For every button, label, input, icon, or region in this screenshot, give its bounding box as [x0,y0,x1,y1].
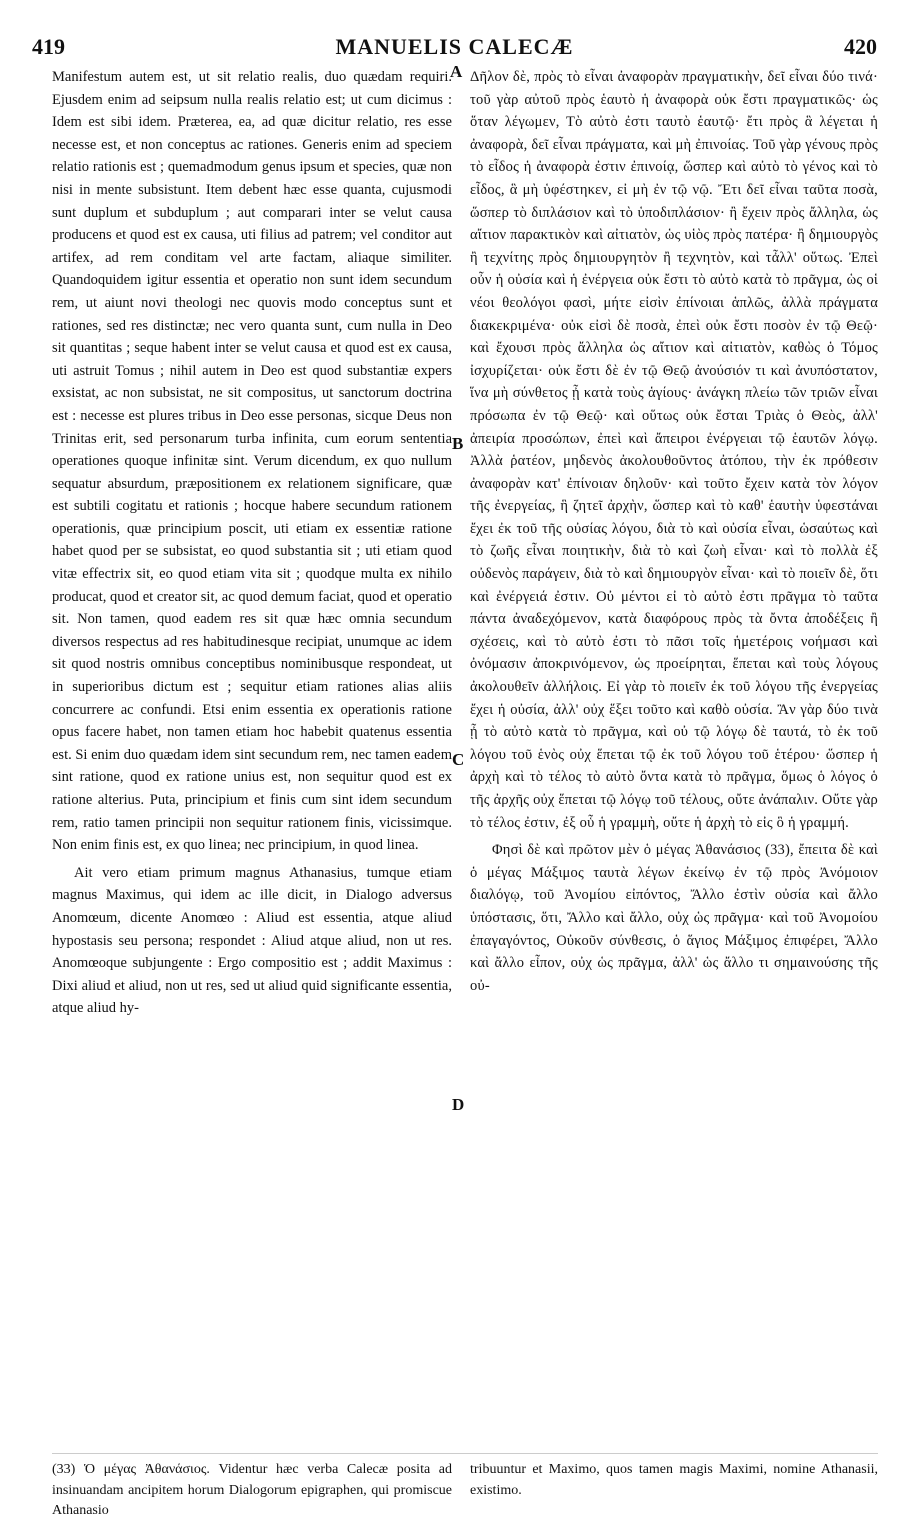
running-title: MANUELIS CALECÆ [335,34,574,59]
page-number-left: 419 [32,34,65,59]
section-marker-d: D [452,1095,465,1114]
latin-column [52,66,452,1438]
footnote-left: (33) Ὁ μέγας Ἀθανάσιος. Videntur hæc verba Calecæ posita ad insinuandam ancipitem horum Dialogorum epigraphen, qui promiscue Athanasio [52,1462,452,1518]
section-marker-a: A [450,62,463,81]
greek-paragraph-2: Φησὶ δὲ καὶ πρῶτον μὲν ὁ μέγας Ἀθανάσιος (33), ἔπειτα δὲ καὶ ὁ μέγας Μάξιμος ταυτὰ λέγων ἐκείνῳ ἐν τῷ πρὸς Ἀνόμοιον διαλόγῳ, τοῦ Ἀνομίου εἰπόντος, Ἄλλο ἐστὶν οὐσία καὶ ἄλλο ὑπόστασις, ὅτι, Ἄλλο καὶ ἄλλο, οὐχ ὡς πρᾶγμα· καὶ τοῦ Ἀνομοίου ἐπαγαγόντος, Οὐκοῦν σύνθεσις, ὁ ἅγιος Μάξιμος ἐπιφέρει, Ἄλλο καὶ ἄλλο εἶπον, οὐχ ὡς πρᾶγμα, ἀλλ' ὡς ἄλλο τι σημαινούσης τῆς οὐ- [470,842,878,994]
section-marker-c: C [452,750,465,769]
greek-paragraph-1: Δῆλον δὲ, πρὸς τὸ εἶναι ἀναφορὰν πραγματικὴν, δεῖ εἶναι δύο τινά· τοῦ γὰρ αὐτοῦ πρὸς ἑαυτὸ ἡ ἀναφορὰ οὐκ ἔστι πραγματικῶς· ὡς ὅταν λέγωμεν, Τὸ αὐτὸ ἐστι ταυτὸ ἑαυτῷ· ἔτι πρὸς ἃ λέγεται ἡ ἀναφορὰ, δεῖ εἶναι πράγματα, καὶ μὴ ἐπινοίας. Τοῦ γὰρ γένους πρὸς τὸ εἶδος ἡ ἀναφορὰ ἐστιν ἐπινοίᾳ, ὥσπερ καὶ αὐτὸ τὸ γένος καὶ τὸ εἶδος, ἃ μὴ ὑφέστηκεν, εἰ μὴ ἐν τῷ νῷ. Ἔτι δεῖ εἶναι ταῦτα ποσὰ, ὥσπερ τὸ διπλάσιον καὶ τὸ ὑποδιπλάσιον· ἢ ἔχειν πρὸς ἄλληλα, ὡς αἴτιον παρακτικὸν καὶ αἰτιατὸν, ὡς υἱὸς πρὸς πατέρα· ἢ δημιουργὸς ἢ τεχνίτης πρὸς δημιουργητὸν ἢ τεχνητὸν, καὶ τἆλλ' οὕτως. Ἐπεὶ οὖν ἡ οὐσία καὶ ἡ ἐνέργεια οὐκ ἔστι τὸ αὐτὸ κατὰ τὸ πρᾶγμα, ὡς οἱ νέοι θεολόγοι φασὶ, μήτε εἰσὶν ἐπίνοιαι ἁπλῶς, ἀλλὰ πράγματα διακεκριμένα· οὐκ εἰσὶ δὲ ποσὰ, ἐπεὶ οὐκ ἔστι ποσὸν ἐν τῷ Θεῷ· καὶ ἔχουσι πρὸς ἄλληλα ὡς αἴτιον καὶ αἰτιατὸν, καθὼς ὁ Τόμος ἰσχυρίζεται· οὐκ ἔστι δὲ ἐν τῷ Θεῷ ἀνούσιόν τι καὶ ἀνυπόστατον, ἵνα μὴ σύνθετος ᾖ κατὰ τοὺς ἁγίους· ἀνάγκη πλείω τῶν τριῶν εἶναι πρόσωπα ἐν τῷ Θεῷ· καὶ οὕτως οὐκ ἔσται Τριὰς ὁ Θεὸς, ἀλλ' ἀπειρία προσώπων, ἐπεὶ καὶ ἄπειροι ἐνέργειαι τῷ ἑαυτῶν λόγῳ. Ἀλλὰ ῥατέον, μηδενὸς ἀκολουθοῦντος ἀτόπου, τὴν ἐκ πρόθεσιν ἀναφορὰν κατ' ἐπίνοιαν δηλοῦν· καὶ τοῦτο ἔχειν κατὰ τὸν λόγον τῆς ἐνεργείας, ἣ ζητεῖ ἀρχὴν, ὥσπερ καὶ τὸ καθ' ἑαυτὴν ὑφεστάναι ἔχει ἐκ τοῦ τῆς οὐσίας λόγου, διὰ τὸ καὶ οὐσία εἶναι, ὡσαύτως καὶ τὸ ζωῆς εἶναι ποιητικὴν, διὰ τὸ καὶ ζωὴ εἶναι· καὶ τὸ πολλὰ ἐξ οὐδενὸς παράγειν, διὰ τὸ καὶ δημιουργὸν εἶναι· καὶ τὸ ποιεῖν δὲ, ὅτι καὶ ἐνέργειά ἐστιν. Οὐ μέντοι εἰ τὸ αὐτὸ ἐστι πρᾶγμα τὸ ταῦτα πάντα ἀναδεχόμενον, κατὰ διαφόρους πρὸς τὰ ὄντα ἀποδέξεις ἢ σχέσεις, καὶ τὸ αὐτὸ ἐστι τὸ πᾶσι τοῖς ἡμετέροις νοήμασι καὶ ὀνόμασιν ἀποκρινόμενον, ὡς προείρηται, ἕπεται καὶ τοὺς λόγους ἀκολουθεῖν ἀλλήλοις. Εἰ γὰρ τὸ ποιεῖν ἐκ τοῦ λόγου τῆς ἐνεργείας ἔχει ἡ οὐσία, ἀλλ' οὐχ ἕξει τοῦτο καὶ καθὸ οὐσία. Ἂν γὰρ δύο τινὰ ᾖ τὸ αὐτὸ κατὰ τὸ πρᾶγμα, καὶ οὐ τῷ λόγῳ δὲ ταυτά, τὸ ἐκ τοῦ λόγου τοῦ ἑνὸς οὐχ ἕπεται τῷ ἐκ τοῦ λόγου τοῦ ἑτέρου· ὥσπερ ἡ ἀρχὴ καὶ τὸ τέλος τὸ αὐτὸ ὄντα κατὰ τὸ πρᾶγμα, ὅμως ὁ λόγος ὁ τῆς ἀρχῆς οὐχ ἕπεται τῷ λόγῳ τοῦ τέλους, οὔτε ἀνάπαλιν. Οὔτε γὰρ τὸ τέλος ἐστιν, ἐξ οὗ ἡ γραμμὴ, οὔτε ἡ ἀρχὴ τὸ εἰς ὃ ἡ γραμμή. [470,69,878,831]
running-head [32,34,877,64]
footnote-right: tribuuntur et Maximo, quos tamen magis Maximi, nomine Athanasii, existimo. [470,1462,878,1498]
latin-paragraph-2: Ait vero etiam primum magnus Athanasius, tumque etiam magnus Maximus, qui idem ac ille dicit, in Dialogo adversus Anomœum, dicente Anomœo : Aliud est essentia, atque aliud hypostasis seu persona; respondet : Aliud atque aliud, non ut res. Anomœoque subjungente : Ergo compositio est ; addit Maximus : Dixi aliud et aliud, non ut res, sed ut aliud quid significante essentia, atque aliud hy- [52,864,452,1017]
greek-column [470,66,878,1438]
footnote-rule [52,1453,878,1454]
latin-paragraph-1: Manifestum autem est, ut sit relatio realis, duo quædam requiri. Ejusdem enim ad seipsum nulla realis relatio est; ut cum dicimus : Idem est sibi idem. Præterea, ea, ad quæ dicitur relatio, res esse necesse est, et non conceptus ac rationes. Generis enim ad speciem relatio rationis est ; quemadmodum genus ipsum et species, quæ non nisi in mente subsistunt. Item debent hæc esse quanta, cujusmodi sunt duplum et subduplum ; aut comparari inter se velut causa producens et quod est ex causa, uti filius ad patrem; vel conditor aut artifex, ad rem conditam vel arte factam, aliaque similiter. Quandoquidem igitur essentia et operatio non sunt idem secundum rem, ut aiunt novi theologi nec quovis modo conceptus sunt et rationes, sed res distinctæ; nec vero quanta sunt, cum nulla in Deo sit quantitas ; seque habent inter se velut causa et quod est ex causa, uti astruit Tomus ; nihil autem in Deo est quod substantiæ expers exsistat, ac non subsistat, ne sit compositus, ut sanctorum doctrina est : necesse est plures tribus in Deo esse personas, sicque Deus non Trinitas erit, sed personarum turba infinita, cum eorum sententia operationes quoque infinitæ sint. Verum dicendum, ex quo nullum sequatur absurdum, præpositionem ex relationem significare, quæ est subtili cogitatu et rationis ; hocque habere secundum rationem operationis, quæ principium poscit, uti etiam ex essentiæ ratione habet quod per se subsistat, eo quod substantia sit ; uti etiam quod vitæ effectrix sit, eo quod etiam vita sit ; quodque multa ex nihilo producat, quod et creator sit, ac quod demum faciat, quod et operatio sit. Non tamen, quod eadem res sit quæ hæc omnia secundum diversos respectus ad res habitudinesque recipiat, unumque ac idem sit quod nostris omnibus conceptibus nominibusque respondeat, ut in superioribus dictum est ; sequitur etiam rationes alias aliis concurrere ac confundi. Etsi enim essentia ex operationis ratione opus facere habet, non tamen etiam hoc habebit quatenus essentia est. Si enim duo quædam idem sint secundum rem, nec tamen eadem sint ratione, quod ex ratione unius est, non sequitur quod est ex ratione alterius. Puta, principium et finis cum sint idem secundum rem, ratio tamen principii non sequitur rationem finis, vicissimque. Non enim finis est, ex quo linea; nec principium, in quod linea. [52,69,452,854]
page-number-right: 420 [844,34,877,59]
section-marker-b: B [452,434,464,453]
